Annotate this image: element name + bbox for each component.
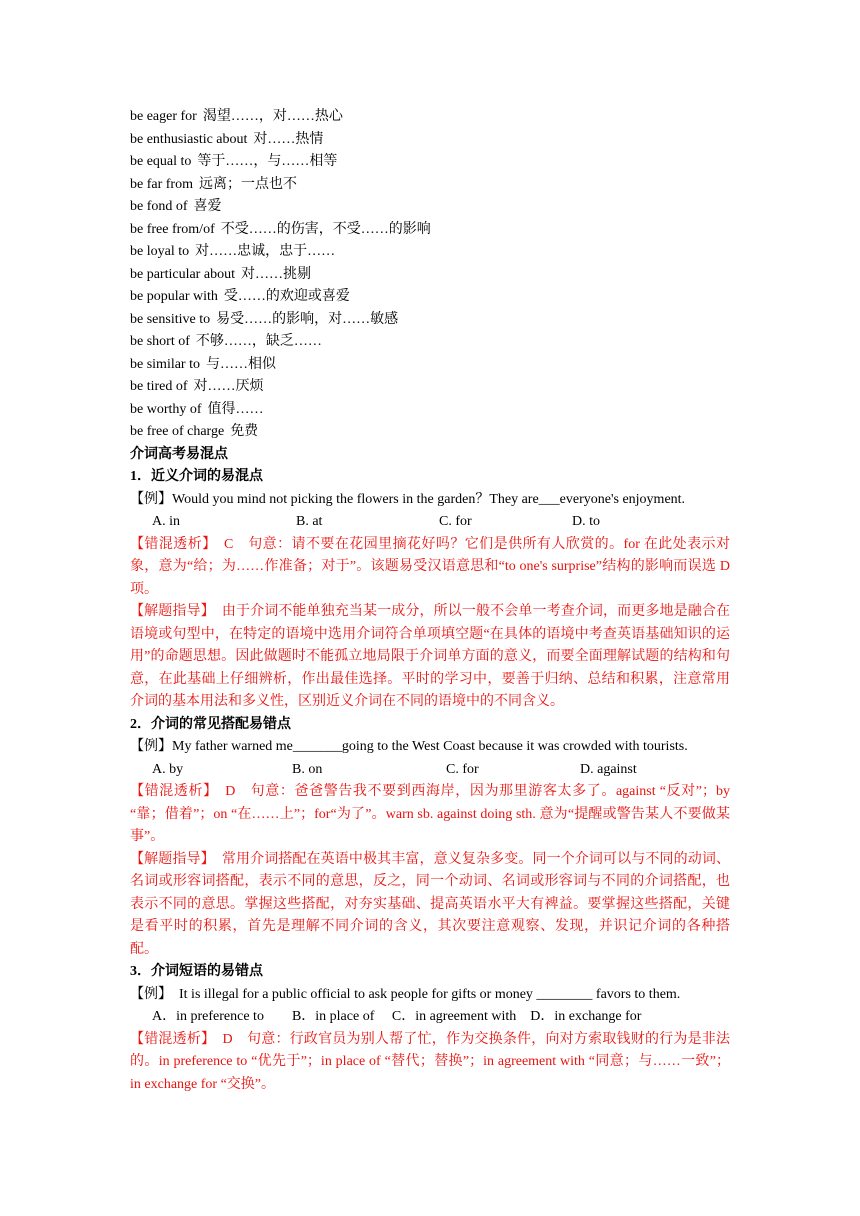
phrase-item [130,331,730,354]
analysis-paragraph [130,534,730,602]
phrase-english: be popular with [130,289,218,304]
guide-label: 【解题指导】 [130,604,208,619]
option-d: D. against [580,761,637,777]
phrase-item [130,151,730,174]
analysis-paragraph [130,781,730,849]
phrase-english: be similar to [130,356,200,372]
analysis-label: 【错混透析】 [130,1031,209,1047]
phrase-english: be sensitive to [130,311,211,327]
guide-text: 常用介词搭配在英语中极其丰富，意义复杂多变。同一个介词可以与不同的动词、名词或形容词搭配，表示不同的意思，反之，同一个动词、名词或形容词与不同的介词搭配，也表示不同的意思。掌握这些搭配，对夯实基础、提高英语水平大有裨益。要掌握这些搭配，关键是看平时的积累，首先是理解不同介词的含义，其次要注意观察、发现，并识记介词的各种搭配。 [130,851,731,957]
analysis-text: D 句意：爸爸警告我不要到西海岸，因为那里游客太多了。against “反对”；by “靠；借着”；on “在……上”；for“为了”。warn sb. against doing sth. 意为“提醒或警告某人不要做某事”。 [130,784,730,844]
phrase-english: be free of charge [130,424,225,439]
phrase-chinese: 与……相似 [206,356,276,372]
phrase-chinese: 对……挑剔 [240,266,311,282]
phrase-english: be eager for [130,109,197,124]
phrase-item [130,219,730,242]
option-a: A. by [152,761,184,777]
phrase-item [130,376,730,399]
phrase-item [130,196,730,219]
phrase-english: be loyal to [130,244,190,259]
phrase-chinese: 值得…… [207,401,264,417]
phrase-english: be worthy of [130,401,202,417]
item-3 [130,961,730,1096]
phrase-chinese: 对……厌烦 [193,379,264,394]
phrase-chinese: 免费 [230,424,259,439]
phrase-chinese: 受……的欢迎或喜爱 [223,289,350,304]
guide-label: 【解题指导】 [130,851,208,867]
phrase-chinese: 喜爱 [193,199,222,214]
phrase-chinese: 对……忠诚，忠于…… [195,244,336,259]
example-question: 【例】 It is illegal for a public official to ask people for gifts or money ________ favors to them. [130,986,681,1002]
analysis-text: D 句意：行政官员为别人帮了忙，作为交换条件，向对方索取钱财的行为是非法的。in preference to “优先于”；in place of “替代；替换”；in agreement with “同意；与……一致”；in exchange for “交换”。 [130,1031,731,1092]
phrase-item [130,421,730,444]
phrase-chinese: 对……热情 [253,131,324,147]
guide-text: 由于介词不能单独充当某一成分，所以一般不会单一考查介词，而更多地是融合在语境或句型中，在特定的语境中选用介词符合单项填空题“在具体的语境中考查英语基础知识的运用”的命题思想。因此做题时不能孤立地局限于介词单方面的意义，而要全面理解试题的结构和句意，在此基础上仔细辨析，作出最佳选择。平时的学习中，要善于归纳、总结和积累，注意常用介词的基本用法和多义性，区别近义介词在不同的语境中的不同含义。 [130,604,731,709]
phrase-item [130,286,730,309]
option-b: B. on [292,761,323,777]
document-page [130,106,730,1096]
phrase-item [130,399,730,422]
phrase-english: be tired of [130,379,188,394]
answer-options [130,511,730,534]
answer-options: A．in preference to B．in place of C．in agreement with D．in exchange for [152,1009,642,1024]
answer-options [130,759,730,782]
phrase-english: be particular about [130,266,235,282]
phrase-english: be free from/of [130,221,215,237]
guide-paragraph [130,849,730,962]
section-title: 介词高考易混点 [130,446,228,462]
phrase-item [130,241,730,264]
phrase-list [130,106,730,444]
phrase-item [130,129,730,152]
phrase-english: be equal to [130,154,192,169]
phrase-chinese: 渴望……，对……热心 [202,109,343,124]
option-c: C. for [446,761,479,777]
option-c: C. for [439,514,472,529]
item-title: 3．介词短语的易错点 [130,964,263,979]
phrase-english: be fond of [130,199,188,214]
item-title: 2．介词的常见搭配易错点 [130,716,291,732]
phrase-chinese: 易受……的影响，对……敏感 [216,311,399,327]
option-d: D. to [572,514,600,529]
analysis-text: C 句意：请不要在花园里摘花好吗？它们是供所有人欣赏的。for 在此处表示对象，意为“给；为……作准备；对于”。该题易受汉语意思和“to one's surprise”结构的影响而误选 D 项。 [130,536,730,597]
phrase-chinese: 不够……，缺乏…… [195,334,322,349]
item-1 [130,466,730,714]
item-title: 1．近义介词的易混点 [130,469,263,484]
analysis-paragraph [130,1029,730,1097]
analysis-label: 【错混透析】 [130,536,210,552]
guide-paragraph [130,601,730,714]
option-a: A. in [152,514,180,529]
phrase-chinese: 远离；一点也不 [198,176,297,192]
analysis-label: 【错混透析】 [130,784,211,799]
phrase-english: be far from [130,176,193,192]
phrase-english: be enthusiastic about [130,131,248,147]
phrase-chinese: 等于……，与……相等 [197,154,338,169]
example-question: 【例】My father warned me_______going to the West Coast because it was crowded with tourists. [130,739,688,754]
item-2 [130,714,730,962]
phrase-item [130,174,730,197]
phrase-item [130,264,730,287]
phrase-item [130,106,730,129]
phrase-english: be short of [130,334,190,349]
phrase-item [130,309,730,332]
example-question: 【例】Would you mind not picking the flowers in the garden？They are___everyone's enjoyment. [130,491,686,507]
phrase-item [130,354,730,377]
phrase-chinese: 不受……的伤害，不受……的影响 [220,221,431,237]
option-b: B. at [296,514,323,529]
